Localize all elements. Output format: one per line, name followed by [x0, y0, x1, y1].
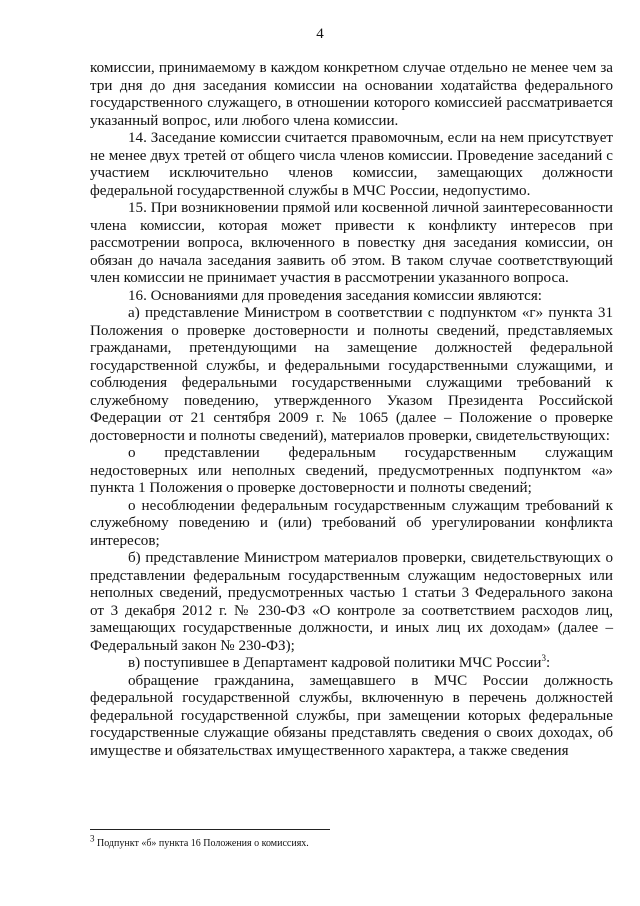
paragraph-16v-text: в) поступившее в Департамент кадровой политики МЧС России [128, 655, 542, 671]
footnote [90, 833, 610, 850]
paragraph-16v [90, 652, 613, 673]
page-number: 4 [316, 26, 324, 42]
paragraph-16a-item-2: о несоблюдении федеральным государственным служащим требований к служебному поведению и (или) требований об урегулировании конфликта интересов; [90, 497, 613, 549]
paragraph-16: 16. Основаниями для проведения заседания комиссии являются: [128, 287, 542, 304]
paragraph-16a: а) представление Министром в соответствии с подпунктом «г» пункта 31 Положения о проверке достоверности и полноты сведений, представляемых гражданами, претендующими на замещение должностей федеральной государственной службы, и федеральными государственными служащими, и соблюдения федеральными государственными служащими требований к служебному поведению, утвержденного Указом Президента Российской Федерации от 21 сентября 2009 г. № 1065 (далее – Положение о проверке достоверности и полноты сведений), материалов проверки, свидетельствующих: [90, 305, 613, 444]
paragraph-16a-item-1: о представлении федеральным государственным служащим недостоверных или неполных сведений, предусмотренных подпунктом «а» пункта 1 Положения о проверке достоверности и полноты сведений; [90, 445, 613, 496]
paragraph-16v-tail: : [546, 655, 551, 671]
paragraph-continuation: комиссии, принимаемому в каждом конкретном случае отдельно не менее чем за три дня до дня заседания комиссии на основании ходатайства федерального государственного служащего, в отношении которого комиссией рассматривается указанный вопрос, или любого члена комиссии. [90, 60, 613, 129]
paragraph-14: 14. Заседание комиссии считается правомочным, если на нем присутствует не менее двух третей от общего числа членов комиссии. Проведение заседаний с участием исключительно членов комиссии, замещающих должности федеральной государственной службы в МЧС России, недопустимо. [90, 130, 613, 199]
document-body [90, 60, 613, 760]
paragraph-16b: б) представление Министром материалов проверки, свидетельствующих о представлении федеральным государственным служащим недостоверных или неполных сведений, предусмотренных частью 1 статьи 3 Федерального закона от 3 декабря 2012 г. № 230-ФЗ «О контроле за соответствием расходов лиц, замещающих государственные должности, и иных лиц их доходам» (далее – Федеральный закон № 230-ФЗ); [90, 550, 613, 654]
footnote-marker: 3 [90, 833, 95, 844]
paragraph-16v-item-1: обращение гражданина, замещавшего в МЧС России должность федеральной государственной службы, включенную в перечень должностей федеральной государственной службы, при замещении которых федеральные государственные служащие обязаны представлять сведения о своих доходах, об имуществе и обязательствах имущественного характера, а также сведения [90, 672, 613, 759]
footnote-text: Подпункт «б» пункта 16 Положения о комиссиях. [94, 838, 309, 849]
footnote-reference[interactable]: 3 [541, 652, 546, 663]
footnote-divider [90, 829, 330, 830]
paragraph-15: 15. При возникновении прямой или косвенной личной заинтересованности члена комиссии, которая может привести к конфликту интересов при рассмотрении вопроса, включенного в повестку дня заседания комиссии, он обязан до начала заседания заявить об этом. В таком случае соответствующий член комиссии не принимает участия в рассмотрении указанного вопроса. [90, 200, 613, 286]
